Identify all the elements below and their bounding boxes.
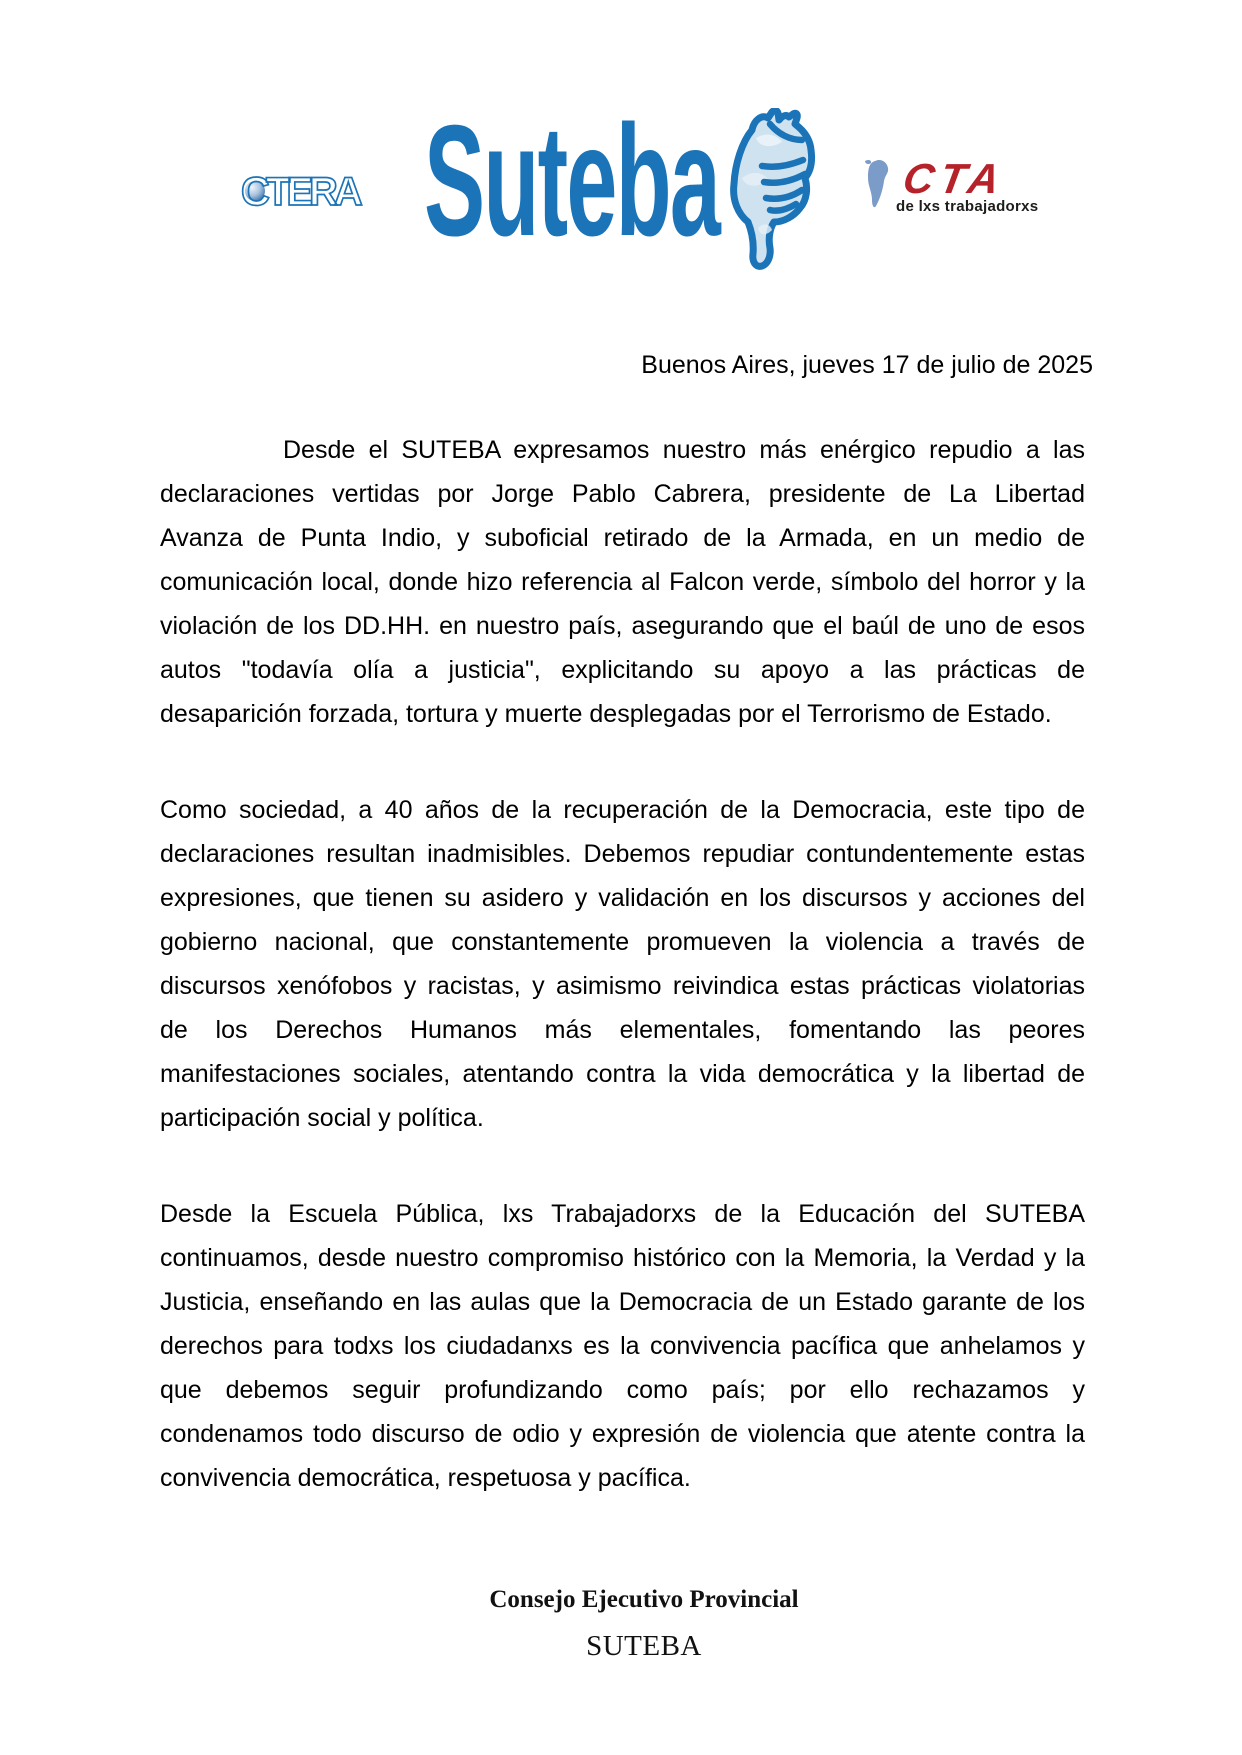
signature-block: [0, 1585, 1242, 1663]
letter-body: [160, 428, 1085, 1500]
paragraph-line: discursos xenófobos y racistas, y asimismo reivindica estas prácticas violatorias: [160, 972, 1085, 1000]
suteba-hand-icon: [708, 108, 819, 273]
paragraph-line: condenamos todo discurso de odio y expresión de violencia que atente contra la: [160, 1420, 1085, 1448]
cta-wordmark: CTA: [899, 155, 1010, 202]
paragraph-line: convivencia democrática, respetuosa y pacífica.: [160, 1464, 691, 1492]
paragraph-line: manifestaciones sociales, atentando contra la vida democrática y la libertad de: [160, 1060, 1085, 1088]
paragraph-line: gobierno nacional, que constantemente promueven la violencia a través de: [160, 928, 1085, 956]
paragraph: [160, 428, 1085, 736]
signature-org: SUTEBA: [586, 1630, 702, 1662]
south-america-map-icon: [862, 158, 894, 210]
paragraph-line: de los Derechos Humanos más elementales, fomentando las peores: [160, 1016, 1085, 1044]
paragraph-line: Desde el SUTEBA expresamos nuestro más enérgico repudio a las: [283, 436, 1085, 464]
paragraph-line: Avanza de Punta Indio, y suboficial retirado de la Armada, en un medio de: [160, 524, 1085, 552]
signature-title: Consejo Ejecutivo Provincial: [489, 1586, 799, 1613]
paragraph-line: participación social y política.: [160, 1104, 484, 1132]
paragraph-line: violación de los DD.HH. en nuestro país, asegurando que el baúl de uno de esos: [160, 612, 1085, 640]
paragraph-line: comunicación local, donde hizo referencia al Falcon verde, símbolo del horror y la: [160, 568, 1085, 596]
paragraph: [160, 788, 1085, 1140]
paragraph-line: autos "todavía olía a justicia", explicitando su apoyo a las prácticas de: [160, 656, 1085, 684]
paragraph-line: desaparición forzada, tortura y muerte desplegadas por el Terrorismo de Estado.: [160, 700, 1052, 728]
paragraph-line: declaraciones resultan inadmisibles. Debemos repudiar contundentemente estas: [160, 840, 1085, 868]
ctera-wordmark: CTERA: [241, 170, 359, 213]
paragraph-line: Como sociedad, a 40 años de la recuperación de la Democracia, este tipo de: [160, 796, 1085, 824]
suteba-wordmark: Suteba: [424, 93, 720, 269]
paragraph-line: Justicia, enseñando en las aulas que la Democracia de un Estado garante de los: [160, 1288, 1085, 1316]
paragraph-line: Desde la Escuela Pública, lxs Trabajadorxs de la Educación del SUTEBA: [160, 1200, 1085, 1228]
paragraph-line: continuamos, desde nuestro compromiso histórico con la Memoria, la Verdad y la: [160, 1244, 1085, 1272]
paragraph-line: que debemos seguir profundizando como país; por ello rechazamos y: [160, 1376, 1085, 1404]
ctera-logo-icon: [240, 163, 380, 213]
paragraph-line: expresiones, que tienen su asidero y validación en los discursos y acciones del: [160, 884, 1085, 912]
dateline: Buenos Aires, jueves 17 de julio de 2025: [641, 351, 1093, 379]
paragraph: [160, 1192, 1085, 1500]
cta-subtitle: de lxs trabajadorxs: [896, 198, 1039, 215]
ctera-logo: [240, 163, 380, 218]
paragraph-line: derechos para todxs los ciudadanxs es la convivencia pacífica que anhelamos y: [160, 1332, 1085, 1360]
paragraph-line: declaraciones vertidas por Jorge Pablo Cabrera, presidente de La Libertad: [160, 480, 1085, 508]
